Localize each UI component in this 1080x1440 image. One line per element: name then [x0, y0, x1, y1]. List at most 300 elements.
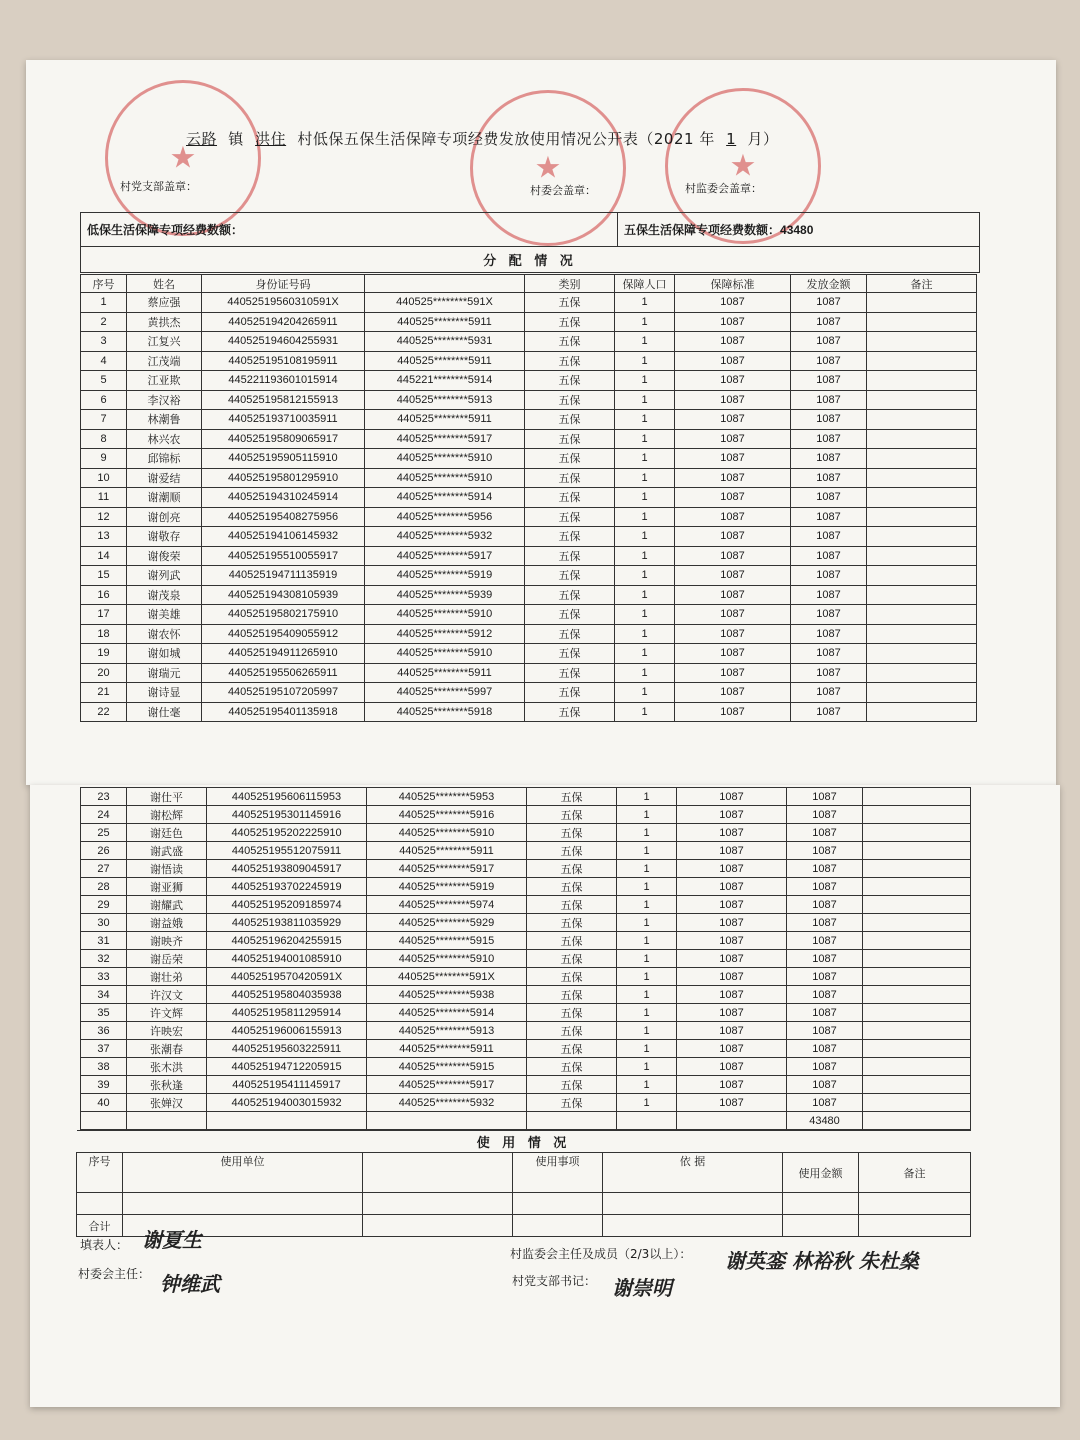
row-standard: 1087 — [675, 312, 791, 332]
row-remark — [863, 986, 971, 1004]
row-masked-id: 440525********591X — [365, 293, 525, 313]
secretary-label: 村党支部书记： — [512, 1274, 597, 1288]
distribution-row — [81, 468, 977, 488]
row-name: 江茂端 — [127, 351, 202, 371]
row-category: 五保 — [527, 878, 617, 896]
title-end: 月） — [747, 130, 779, 148]
row-masked-id: 445221********5914 — [365, 371, 525, 391]
row-amount: 1087 — [791, 702, 867, 722]
row-population: 1 — [615, 663, 675, 683]
row-index: 37 — [81, 1040, 127, 1058]
row-standard: 1087 — [675, 644, 791, 664]
row-remark — [863, 1022, 971, 1040]
row-amount: 1087 — [791, 390, 867, 410]
distribution-row — [81, 860, 971, 878]
row-population: 1 — [615, 468, 675, 488]
row-id-number: 440525195209185974 — [207, 896, 367, 914]
distribution-row — [81, 702, 977, 722]
distribution-total-cell — [127, 1112, 207, 1130]
row-masked-id: 440525********5917 — [367, 860, 527, 878]
row-name: 谢列武 — [127, 566, 202, 586]
row-standard: 1087 — [677, 1040, 787, 1058]
row-population: 1 — [615, 371, 675, 391]
row-category: 五保 — [527, 788, 617, 806]
distribution-row — [81, 896, 971, 914]
row-remark — [867, 702, 977, 722]
director-label: 村委会主任： — [78, 1267, 151, 1281]
director-signature: 钟维武 — [160, 1272, 220, 1296]
row-name: 谢仕毫 — [127, 702, 202, 722]
row-category: 五保 — [525, 683, 615, 703]
row-standard: 1087 — [675, 332, 791, 352]
row-category: 五保 — [527, 1076, 617, 1094]
usage-col-basis: 依 据 — [603, 1153, 783, 1193]
row-name: 谢潮顺 — [127, 488, 202, 508]
row-category: 五保 — [525, 429, 615, 449]
row-name: 张木洪 — [127, 1058, 207, 1076]
row-standard: 1087 — [675, 546, 791, 566]
distribution-header-row — [81, 275, 977, 293]
col-header-remark: 备注 — [867, 275, 977, 293]
row-category: 五保 — [527, 1094, 617, 1112]
row-category: 五保 — [525, 507, 615, 527]
row-category: 五保 — [527, 824, 617, 842]
distribution-total-cell — [677, 1112, 787, 1130]
row-name: 谢茂泉 — [127, 585, 202, 605]
row-id-number: 44052519560310591X — [202, 293, 365, 313]
row-name: 谢亚狮 — [127, 878, 207, 896]
row-standard: 1087 — [675, 527, 791, 547]
row-amount: 1087 — [787, 1058, 863, 1076]
row-index: 34 — [81, 986, 127, 1004]
row-category: 五保 — [527, 932, 617, 950]
row-population: 1 — [617, 950, 677, 968]
row-index: 8 — [81, 429, 127, 449]
row-amount: 1087 — [787, 1076, 863, 1094]
row-remark — [867, 390, 977, 410]
row-amount: 1087 — [791, 488, 867, 508]
distribution-row — [81, 624, 977, 644]
row-standard: 1087 — [675, 468, 791, 488]
distribution-row — [81, 429, 977, 449]
distribution-row — [81, 842, 971, 860]
row-standard: 1087 — [675, 624, 791, 644]
row-remark — [863, 842, 971, 860]
row-category: 五保 — [525, 663, 615, 683]
distribution-row — [81, 950, 971, 968]
usage-col-unit: 使用单位 — [123, 1153, 363, 1193]
row-index: 9 — [81, 449, 127, 469]
row-id-number: 440525195506265911 — [202, 663, 365, 683]
row-amount: 1087 — [791, 663, 867, 683]
row-remark — [863, 914, 971, 932]
row-remark — [863, 1004, 971, 1022]
row-amount: 1087 — [787, 986, 863, 1004]
row-amount: 1087 — [791, 312, 867, 332]
distribution-row — [81, 332, 977, 352]
row-population: 1 — [617, 824, 677, 842]
row-remark — [867, 332, 977, 352]
row-name: 蔡应强 — [127, 293, 202, 313]
row-population: 1 — [615, 351, 675, 371]
row-masked-id: 440525********5938 — [367, 986, 527, 1004]
row-standard: 1087 — [675, 663, 791, 683]
row-index: 26 — [81, 842, 127, 860]
row-masked-id: 440525********5916 — [367, 806, 527, 824]
row-population: 1 — [615, 683, 675, 703]
row-masked-id: 440525********5914 — [365, 488, 525, 508]
row-name: 谢俊荣 — [127, 546, 202, 566]
col-header-population: 保障人口 — [615, 275, 675, 293]
row-remark — [867, 527, 977, 547]
row-category: 五保 — [525, 644, 615, 664]
col-header-index: 序号 — [81, 275, 127, 293]
row-amount: 1087 — [791, 683, 867, 703]
distribution-row — [81, 410, 977, 430]
row-id-number: 440525193710035911 — [202, 410, 365, 430]
row-index: 23 — [81, 788, 127, 806]
row-category: 五保 — [525, 312, 615, 332]
row-category: 五保 — [525, 702, 615, 722]
row-amount: 1087 — [791, 624, 867, 644]
row-id-number: 440525196006155913 — [207, 1022, 367, 1040]
row-id-number: 440525194911265910 — [202, 644, 365, 664]
row-population: 1 — [615, 332, 675, 352]
distribution-row — [81, 1058, 971, 1076]
row-population: 1 — [617, 1040, 677, 1058]
filler-signature: 谢夏生 — [142, 1228, 202, 1252]
title-month: 1 — [726, 130, 737, 148]
row-standard: 1087 — [675, 488, 791, 508]
row-id-number: 440525194310245914 — [202, 488, 365, 508]
row-id-number: 440525195409055912 — [202, 624, 365, 644]
distribution-row — [81, 824, 971, 842]
row-index: 19 — [81, 644, 127, 664]
row-amount: 1087 — [791, 371, 867, 391]
row-standard: 1087 — [677, 788, 787, 806]
distribution-total-row — [81, 1112, 971, 1130]
distribution-row — [81, 527, 977, 547]
row-index: 17 — [81, 605, 127, 625]
distribution-row — [81, 371, 977, 391]
usage-total-row — [77, 1215, 971, 1237]
distribution-row — [81, 1040, 971, 1058]
row-population: 1 — [617, 842, 677, 860]
row-index: 4 — [81, 351, 127, 371]
row-id-number: 440525195108195911 — [202, 351, 365, 371]
distribution-row — [81, 788, 971, 806]
row-category: 五保 — [527, 968, 617, 986]
village-name: 洪住 — [255, 130, 287, 148]
distribution-row — [81, 566, 977, 586]
row-remark — [867, 585, 977, 605]
row-population: 1 — [615, 410, 675, 430]
row-amount: 1087 — [787, 932, 863, 950]
row-category: 五保 — [525, 468, 615, 488]
row-name: 谢创亮 — [127, 507, 202, 527]
row-id-number: 440525195411145917 — [207, 1076, 367, 1094]
distribution-row — [81, 488, 977, 508]
row-id-number: 440525193809045917 — [207, 860, 367, 878]
row-masked-id: 440525********5956 — [365, 507, 525, 527]
row-remark — [867, 410, 977, 430]
row-name: 许映宏 — [127, 1022, 207, 1040]
row-id-number: 440525195401135918 — [202, 702, 365, 722]
distribution-total-cell — [527, 1112, 617, 1130]
row-masked-id: 440525********5919 — [365, 566, 525, 586]
row-name: 谢仕平 — [127, 788, 207, 806]
dibao-fund-label: 低保生活保障专项经费数额： — [87, 223, 244, 237]
row-standard: 1087 — [675, 585, 791, 605]
row-masked-id: 440525********5911 — [365, 312, 525, 332]
row-amount: 1087 — [791, 546, 867, 566]
row-index: 6 — [81, 390, 127, 410]
seal-party-label: 村党支部盖章： — [120, 180, 197, 193]
row-masked-id: 440525********591X — [367, 968, 527, 986]
row-masked-id: 440525********5974 — [367, 896, 527, 914]
distribution-total-cell — [367, 1112, 527, 1130]
row-remark — [867, 488, 977, 508]
distribution-row — [81, 1022, 971, 1040]
row-standard: 1087 — [675, 410, 791, 430]
row-amount: 1087 — [787, 878, 863, 896]
row-name: 谢瑞元 — [127, 663, 202, 683]
distribution-row — [81, 932, 971, 950]
row-standard: 1087 — [675, 390, 791, 410]
row-masked-id: 440525********5911 — [367, 1040, 527, 1058]
row-masked-id: 440525********5910 — [365, 468, 525, 488]
row-id-number: 440525195801295910 — [202, 468, 365, 488]
distribution-total-cell — [81, 1112, 127, 1130]
row-id-number: 440525195606115953 — [207, 788, 367, 806]
row-amount: 1087 — [791, 410, 867, 430]
row-masked-id: 440525********5939 — [365, 585, 525, 605]
town-name: 云路 — [186, 130, 218, 148]
row-remark — [863, 806, 971, 824]
row-masked-id: 440525********5917 — [367, 1076, 527, 1094]
row-masked-id: 440525********5910 — [365, 449, 525, 469]
row-category: 五保 — [525, 624, 615, 644]
row-remark — [863, 860, 971, 878]
row-id-number: 440525195802175910 — [202, 605, 365, 625]
row-population: 1 — [615, 624, 675, 644]
row-name: 谢敬存 — [127, 527, 202, 547]
row-remark — [867, 468, 977, 488]
distribution-table-part1 — [80, 274, 977, 722]
row-id-number: 440525194106145932 — [202, 527, 365, 547]
row-masked-id: 440525********5910 — [365, 605, 525, 625]
row-amount: 1087 — [787, 1040, 863, 1058]
row-index: 40 — [81, 1094, 127, 1112]
row-remark — [867, 312, 977, 332]
distribution-total-cell — [617, 1112, 677, 1130]
row-masked-id: 440525********5913 — [365, 390, 525, 410]
title-main: 村低保五保生活保障专项经费发放使用情况公开表（2021 年 — [297, 130, 715, 148]
row-standard: 1087 — [677, 968, 787, 986]
row-standard: 1087 — [675, 507, 791, 527]
dibao-fund-cell — [81, 213, 618, 247]
row-name: 黄拱杰 — [127, 312, 202, 332]
row-population: 1 — [617, 788, 677, 806]
row-remark — [863, 968, 971, 986]
row-remark — [867, 566, 977, 586]
distribution-row — [81, 968, 971, 986]
row-amount: 1087 — [787, 968, 863, 986]
row-id-number: 440525193811035929 — [207, 914, 367, 932]
distribution-row — [81, 312, 977, 332]
row-name: 谢爱结 — [127, 468, 202, 488]
row-masked-id: 440525********5932 — [365, 527, 525, 547]
row-name: 江复兴 — [127, 332, 202, 352]
row-category: 五保 — [525, 410, 615, 430]
row-category: 五保 — [525, 566, 615, 586]
distribution-row — [81, 585, 977, 605]
row-standard: 1087 — [675, 702, 791, 722]
row-masked-id: 440525********5917 — [365, 546, 525, 566]
distribution-row — [81, 1094, 971, 1112]
row-population: 1 — [615, 312, 675, 332]
row-standard: 1087 — [677, 1022, 787, 1040]
wubao-fund-label: 五保生活保障专项经费数额： — [624, 223, 781, 237]
usage-col-index: 序号 — [77, 1153, 123, 1193]
distribution-row — [81, 390, 977, 410]
row-id-number: 440525194308105939 — [202, 585, 365, 605]
distribution-row — [81, 683, 977, 703]
row-id-number: 440525194001085910 — [207, 950, 367, 968]
distribution-row — [81, 605, 977, 625]
row-index: 39 — [81, 1076, 127, 1094]
distribution-row — [81, 878, 971, 896]
row-remark — [867, 351, 977, 371]
row-remark — [863, 1076, 971, 1094]
row-population: 1 — [617, 860, 677, 878]
row-standard: 1087 — [677, 842, 787, 860]
row-population: 1 — [615, 546, 675, 566]
town-suffix: 镇 — [228, 130, 244, 148]
row-masked-id: 440525********5931 — [365, 332, 525, 352]
row-amount: 1087 — [787, 824, 863, 842]
row-population: 1 — [615, 644, 675, 664]
row-population: 1 — [617, 1022, 677, 1040]
col-header-standard: 保障标准 — [675, 275, 791, 293]
row-amount: 1087 — [791, 468, 867, 488]
row-population: 1 — [615, 429, 675, 449]
row-name: 邱锦标 — [127, 449, 202, 469]
row-category: 五保 — [525, 390, 615, 410]
row-masked-id: 440525********5997 — [365, 683, 525, 703]
row-index: 12 — [81, 507, 127, 527]
usage-section-title: 使 用 情 况 — [77, 1131, 971, 1153]
row-remark — [863, 824, 971, 842]
row-name: 谢农怀 — [127, 624, 202, 644]
row-masked-id: 440525********5914 — [367, 1004, 527, 1022]
row-index: 28 — [81, 878, 127, 896]
row-population: 1 — [615, 566, 675, 586]
row-masked-id: 440525********5913 — [367, 1022, 527, 1040]
row-standard: 1087 — [677, 950, 787, 968]
row-index: 16 — [81, 585, 127, 605]
row-remark — [867, 683, 977, 703]
distribution-row — [81, 663, 977, 683]
row-index: 20 — [81, 663, 127, 683]
row-standard: 1087 — [677, 1004, 787, 1022]
row-standard: 1087 — [677, 1058, 787, 1076]
row-population: 1 — [617, 1058, 677, 1076]
row-masked-id: 440525********5915 — [367, 1058, 527, 1076]
row-name: 谢壮弟 — [127, 968, 207, 986]
distribution-row — [81, 293, 977, 313]
row-population: 1 — [617, 932, 677, 950]
row-index: 27 — [81, 860, 127, 878]
row-remark — [867, 507, 977, 527]
row-category: 五保 — [527, 1058, 617, 1076]
row-name: 谢美雄 — [127, 605, 202, 625]
row-name: 谢武盛 — [127, 842, 207, 860]
row-name: 谢诗显 — [127, 683, 202, 703]
row-id-number: 440525195107205997 — [202, 683, 365, 703]
row-population: 1 — [615, 293, 675, 313]
usage-col-amount: 使用金额 — [783, 1153, 859, 1193]
row-masked-id: 440525********5911 — [365, 663, 525, 683]
distribution-total-cell — [863, 1112, 971, 1130]
row-amount: 1087 — [791, 293, 867, 313]
row-amount: 1087 — [791, 449, 867, 469]
row-population: 1 — [615, 605, 675, 625]
row-standard: 1087 — [677, 914, 787, 932]
row-name: 张秋逢 — [127, 1076, 207, 1094]
row-standard: 1087 — [677, 878, 787, 896]
row-population: 1 — [617, 1076, 677, 1094]
row-masked-id: 440525********5912 — [365, 624, 525, 644]
distribution-row — [81, 806, 971, 824]
distribution-row — [81, 1004, 971, 1022]
row-id-number: 440525193702245919 — [207, 878, 367, 896]
row-amount: 1087 — [787, 1004, 863, 1022]
row-remark — [867, 546, 977, 566]
col-header-amount: 发放金额 — [791, 275, 867, 293]
distribution-row — [81, 546, 977, 566]
row-name: 江亚欺 — [127, 371, 202, 391]
row-remark — [867, 449, 977, 469]
row-masked-id: 440525********5910 — [367, 824, 527, 842]
row-population: 1 — [617, 806, 677, 824]
row-category: 五保 — [527, 806, 617, 824]
secretary-signature: 谢崇明 — [612, 1276, 672, 1300]
row-amount: 1087 — [791, 527, 867, 547]
row-id-number: 440525195603225911 — [207, 1040, 367, 1058]
row-id-number: 440525194711135919 — [202, 566, 365, 586]
col-header-category: 类别 — [525, 275, 615, 293]
usage-col-matter: 使用事项 — [513, 1153, 603, 1193]
row-index: 18 — [81, 624, 127, 644]
row-id-number: 440525195301145916 — [207, 806, 367, 824]
row-remark — [863, 1058, 971, 1076]
row-population: 1 — [615, 585, 675, 605]
row-standard: 1087 — [675, 293, 791, 313]
row-index: 24 — [81, 806, 127, 824]
row-category: 五保 — [527, 1040, 617, 1058]
row-index: 38 — [81, 1058, 127, 1076]
row-name: 许文辉 — [127, 1004, 207, 1022]
row-amount: 1087 — [787, 1094, 863, 1112]
row-population: 1 — [617, 1004, 677, 1022]
row-amount: 1087 — [791, 644, 867, 664]
row-amount: 1087 — [791, 507, 867, 527]
row-category: 五保 — [525, 546, 615, 566]
row-index: 36 — [81, 1022, 127, 1040]
row-name: 谢廷色 — [127, 824, 207, 842]
row-amount: 1087 — [787, 950, 863, 968]
